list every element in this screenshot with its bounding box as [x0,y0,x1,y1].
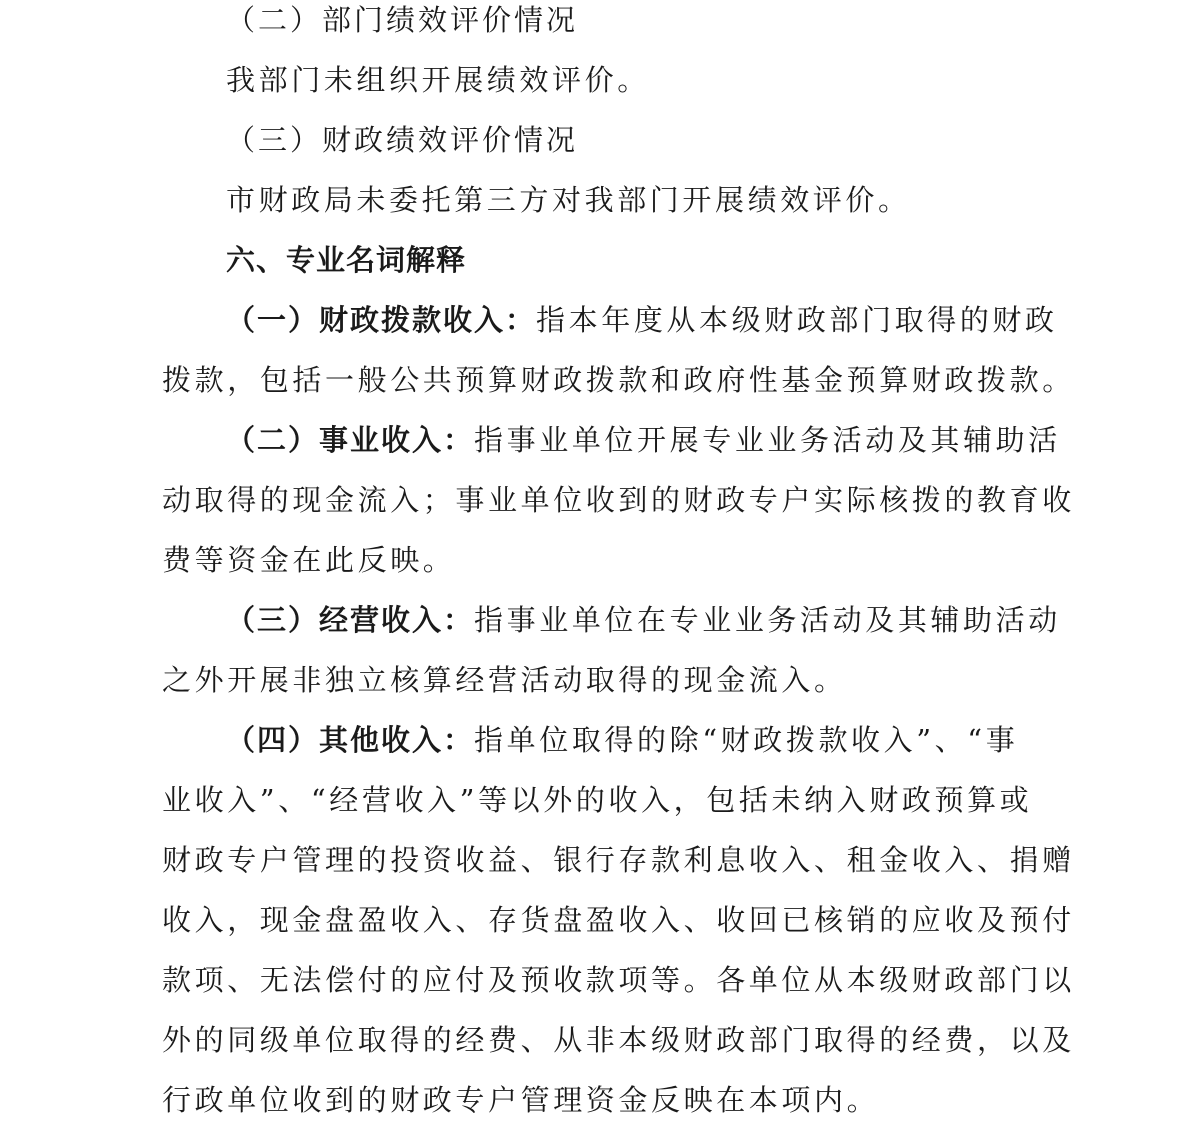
term-fiscal-appropriation-label: （一）财政拨款收入： [226,303,537,337]
term-operating-income-line2: 之外开展非独立核算经营活动取得的现金流入。 [162,663,847,697]
term-other-income-line3: 财政专户管理的投资收益、银行存款利息收入、租金收入、捐赠 [162,843,1075,877]
term-other-income-line2: 业收入”、“经营收入”等以外的收入，包括未纳入财政预算或 [162,783,1033,817]
term-other-income-line6: 外的同级单位取得的经费、从非本级财政部门取得的经费，以及 [162,1023,1075,1057]
term-business-income-line2: 动取得的现金流入；事业单位收到的财政专户实际核拨的教育收 [162,483,1075,517]
paragraph-fiscal-evaluation: 市财政局未委托第三方对我部门开展绩效评价。 [226,183,911,217]
subheading-dept-evaluation: （二）部门绩效评价情况 [226,3,579,37]
term-other-income-line4: 收入，现金盘盈收入、存货盘盈收入、收回已核销的应收及预付 [162,903,1075,937]
term-fiscal-appropriation-text: 指本年度从本级财政部门取得的财政 [536,303,1058,337]
term-other-income-line7: 行政单位收到的财政专户管理资金反映在本项内。 [162,1083,880,1117]
term-other-income-line1 [226,720,1126,760]
term-other-income-text: 指单位取得的除“财政拨款收入”、“事 [474,723,1019,757]
subheading-fiscal-evaluation: （三）财政绩效评价情况 [226,123,579,157]
term-operating-income-label: （三）经营收入： [226,603,475,637]
paragraph-dept-evaluation: 我部门未组织开展绩效评价。 [226,63,650,97]
term-fiscal-appropriation-line1 [226,300,1126,340]
term-fiscal-appropriation-line2: 拨款，包括一般公共预算财政拨款和政府性基金预算财政拨款。 [162,363,1075,397]
term-business-income-label: （二）事业收入： [226,423,475,457]
term-operating-income-line1 [226,600,1126,640]
term-business-income-line3: 费等资金在此反映。 [162,543,456,577]
term-business-income-line1 [226,420,1126,460]
term-operating-income-text: 指事业单位在专业业务活动及其辅助活动 [474,603,1061,637]
term-business-income-text: 指事业单位开展专业业务活动及其辅助活 [474,423,1061,457]
term-other-income-label: （四）其他收入： [226,723,475,757]
section-heading-terms: 六、专业名词解释 [226,243,467,277]
term-other-income-line5: 款项、无法偿付的应付及预收款项等。各单位从本级财政部门以 [162,963,1075,997]
